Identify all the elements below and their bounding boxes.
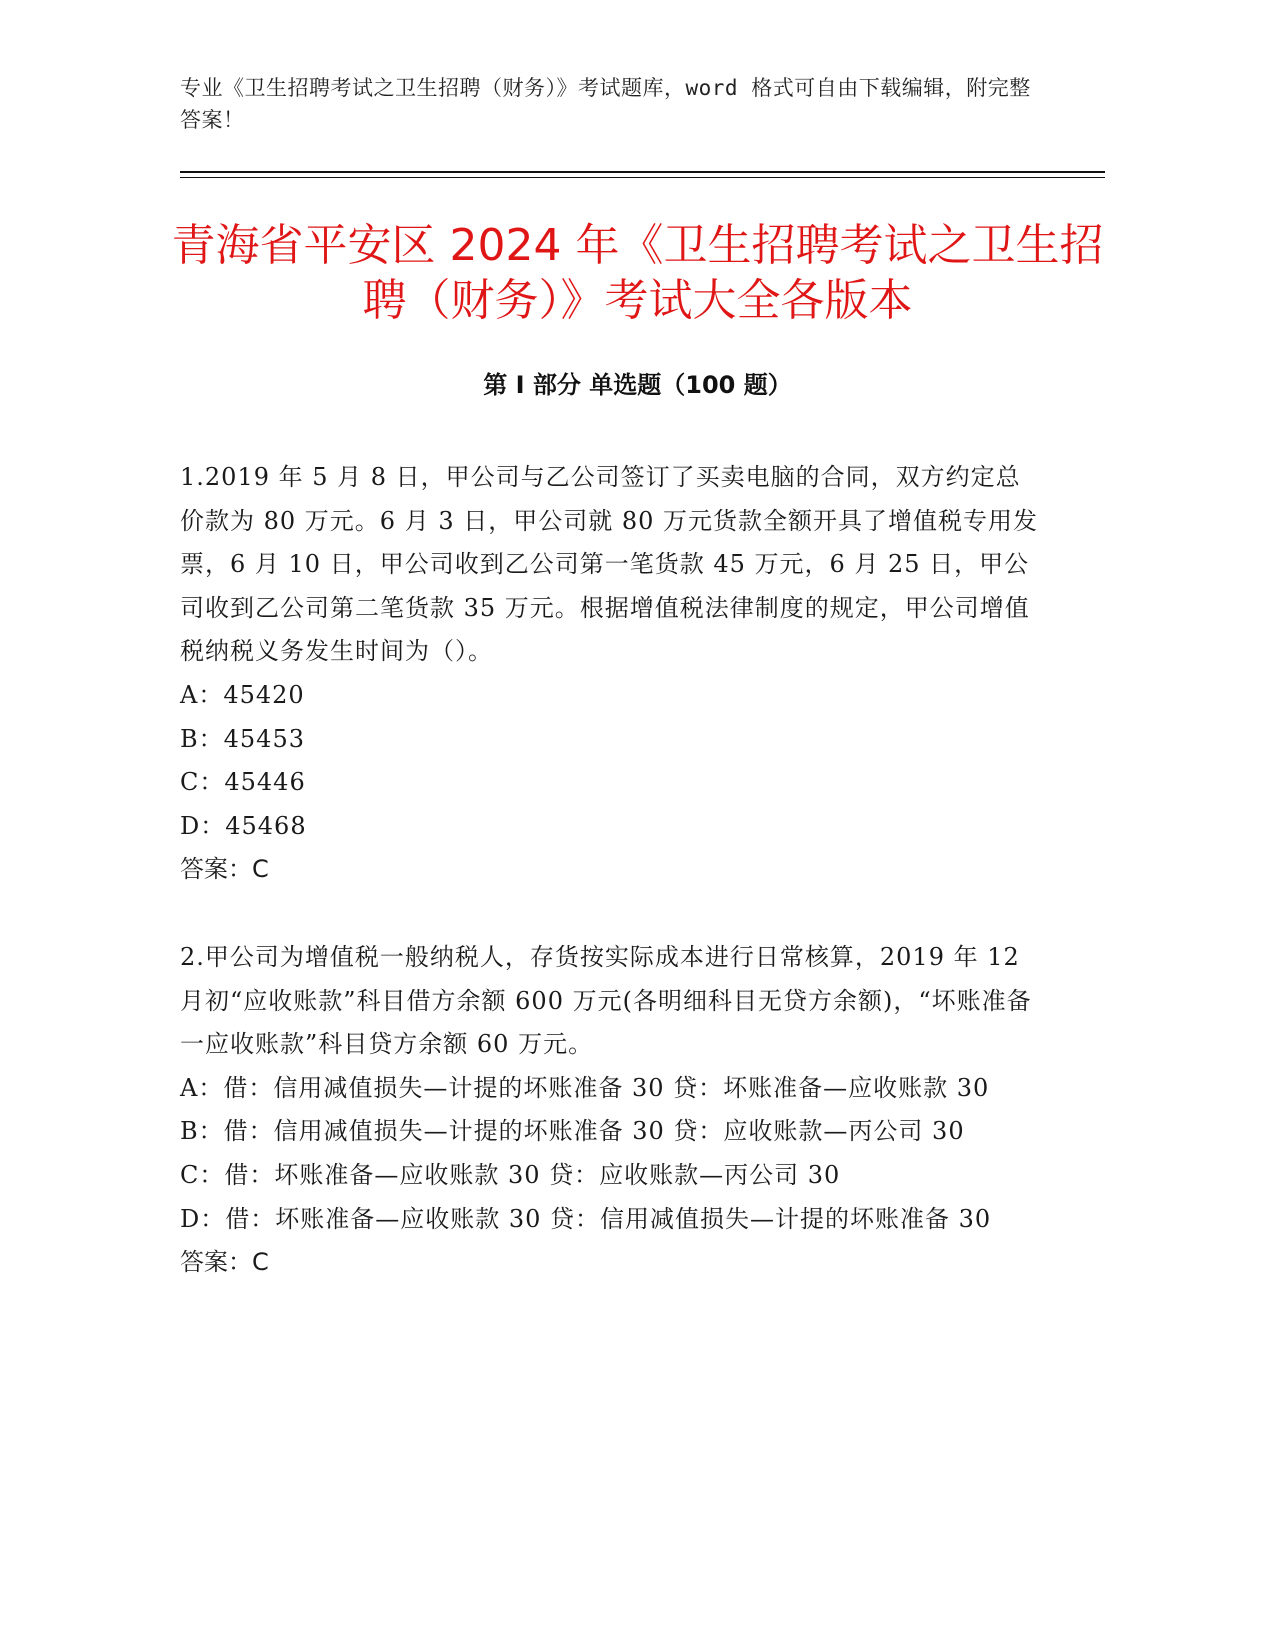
option-b: B：借：信用减值损失—计提的坏账准备 30 贷：应收账款—丙公司 30 (180, 1117, 965, 1146)
section-heading: 第 I 部分 单选题（100 题） (483, 371, 792, 399)
option-d: D：借：坏账准备—应收账款 30 贷：信用减值损失—计提的坏账准备 30 (180, 1204, 992, 1233)
header-note: 专业《卫生招聘考试之卫生招聘（财务）》考试题库，word 格式可自由下载编辑，附完整答案！ (180, 76, 1031, 132)
question-stem: 1.2019 年 5 月 8 日，甲公司与乙公司签订了买卖电脑的合同，双方约定总价款为 80 万元。6 月 3 日，甲公司就 80 万元货款全额开具了增值税专用发票，6 月 10 日，甲公司收到乙公司第一笔货款 45 万元，6 月 25 日，甲公司收到乙公司第二笔货款 35 万元。根据增值税法律制度的规定，甲公司增值税纳税义务发生时间为（）。 (180, 463, 1039, 666)
answer: 答案：C (180, 855, 269, 884)
option-c: C：借：坏账准备—应收账款 30 贷：应收账款—丙公司 30 (180, 1160, 841, 1189)
header-divider-thick (180, 171, 1105, 173)
option-a: A：45420 (180, 680, 305, 709)
question-2 (180, 936, 1040, 1285)
option-b: B：45453 (180, 724, 305, 753)
document-title: 青海省平安区 2024 年《卫生招聘考试之卫生招聘（财务）》考试大全各版本 (171, 220, 1104, 326)
question-stem: 2.甲公司为增值税一般纳税人，存货按实际成本进行日常核算，2019 年 12 月初“应收账款”科目借方余额 600 万元(各明细科目无贷方余额)，“坏账准备一应收账款”科目贷方余额 60 万元。 (180, 943, 1032, 1059)
option-d: D：45468 (180, 811, 307, 840)
option-c: C：45446 (180, 768, 306, 797)
answer: 答案：C (180, 1248, 269, 1277)
option-a: A：借：信用减值损失—计提的坏账准备 30 贷：坏账准备—应收账款 30 (180, 1073, 990, 1102)
header-divider-thin (180, 177, 1105, 178)
question-1 (180, 456, 1040, 892)
